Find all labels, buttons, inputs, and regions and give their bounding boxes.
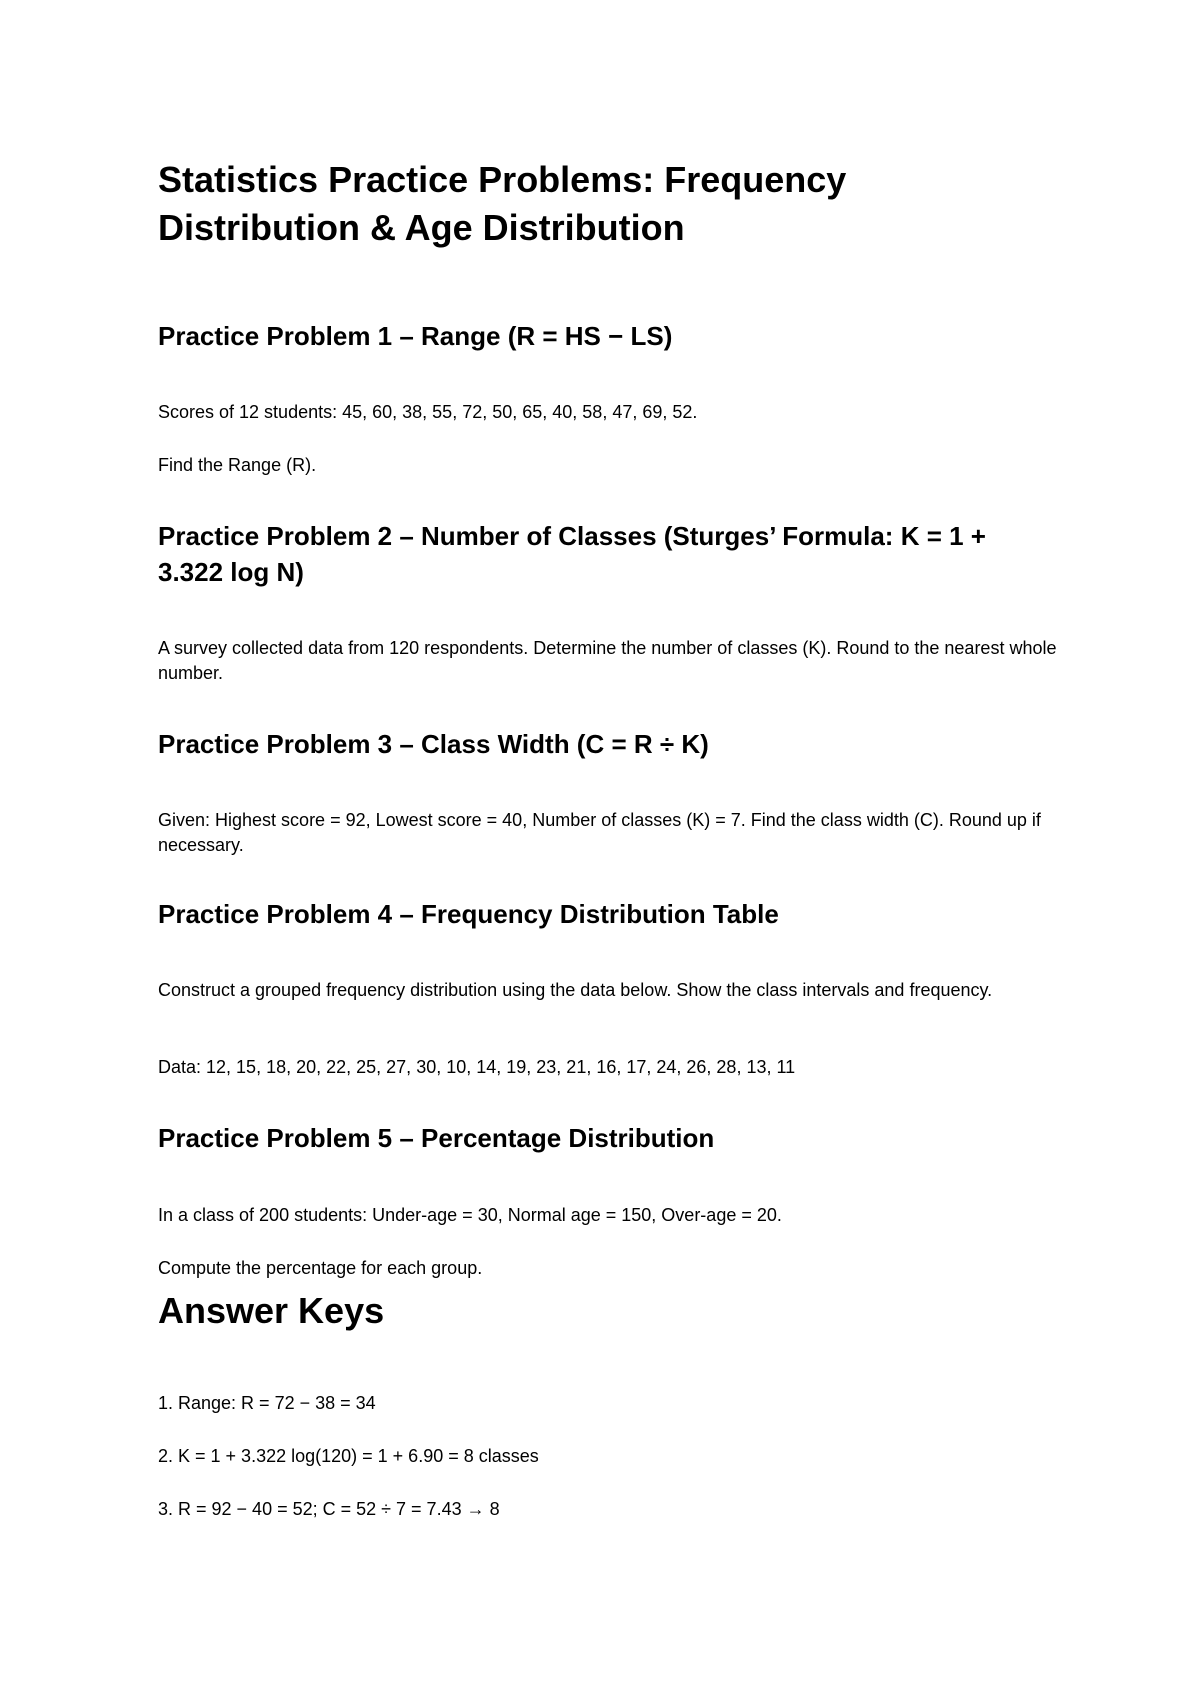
problem-4-instructions: Construct a grouped frequency distribution using the data below. Show the class intervals and frequency. [158, 980, 993, 1000]
problem-1-question: Find the Range (R). [158, 455, 317, 475]
problem-1-scores: Scores of 12 students: 45, 60, 38, 55, 72, 50, 65, 40, 58, 47, 69, 52. [158, 402, 698, 422]
answer-keys-title: Answer Keys [158, 1290, 385, 1331]
answer-1: 1. Range: R = 72 − 38 = 34 [158, 1393, 376, 1413]
problem-2-question: A survey collected data from 120 respondents. Determine the number of classes (K). Round to the nearest whole number. [158, 638, 1057, 683]
document-page [158, 0, 1058, 1696]
problem-4-data: Data: 12, 15, 18, 20, 22, 25, 27, 30, 10, 14, 19, 23, 21, 16, 17, 24, 26, 28, 13, 11 [158, 1057, 796, 1077]
problem-4-heading: Practice Problem 4 – Frequency Distribution Table [158, 899, 779, 929]
document-title: Statistics Practice Problems: Frequency Distribution & Age Distribution [158, 159, 847, 248]
problem-1-heading: Practice Problem 1 – Range (R = HS − LS) [158, 321, 673, 351]
problem-3-question: Given: Highest score = 92, Lowest score = 40, Number of classes (K) = 7. Find the class width (C). Round up if necessary. [158, 810, 1041, 855]
problem-5-question: Compute the percentage for each group. [158, 1258, 483, 1278]
answer-2: 2. K = 1 + 3.322 log(120) = 1 + 6.90 = 8 classes [158, 1446, 539, 1466]
problem-3-heading: Practice Problem 3 – Class Width (C = R ÷ K) [158, 729, 709, 759]
problem-5-given: In a class of 200 students: Under-age = 30, Normal age = 150, Over-age = 20. [158, 1205, 782, 1225]
problem-2-heading: Practice Problem 2 – Number of Classes (Sturges’ Formula: K = 1 + 3.322 log N) [158, 521, 986, 587]
problem-5-heading: Practice Problem 5 – Percentage Distribution [158, 1123, 715, 1153]
answer-3: 3. R = 92 − 40 = 52; C = 52 ÷ 7 = 7.43 → 8 [158, 1499, 500, 1519]
